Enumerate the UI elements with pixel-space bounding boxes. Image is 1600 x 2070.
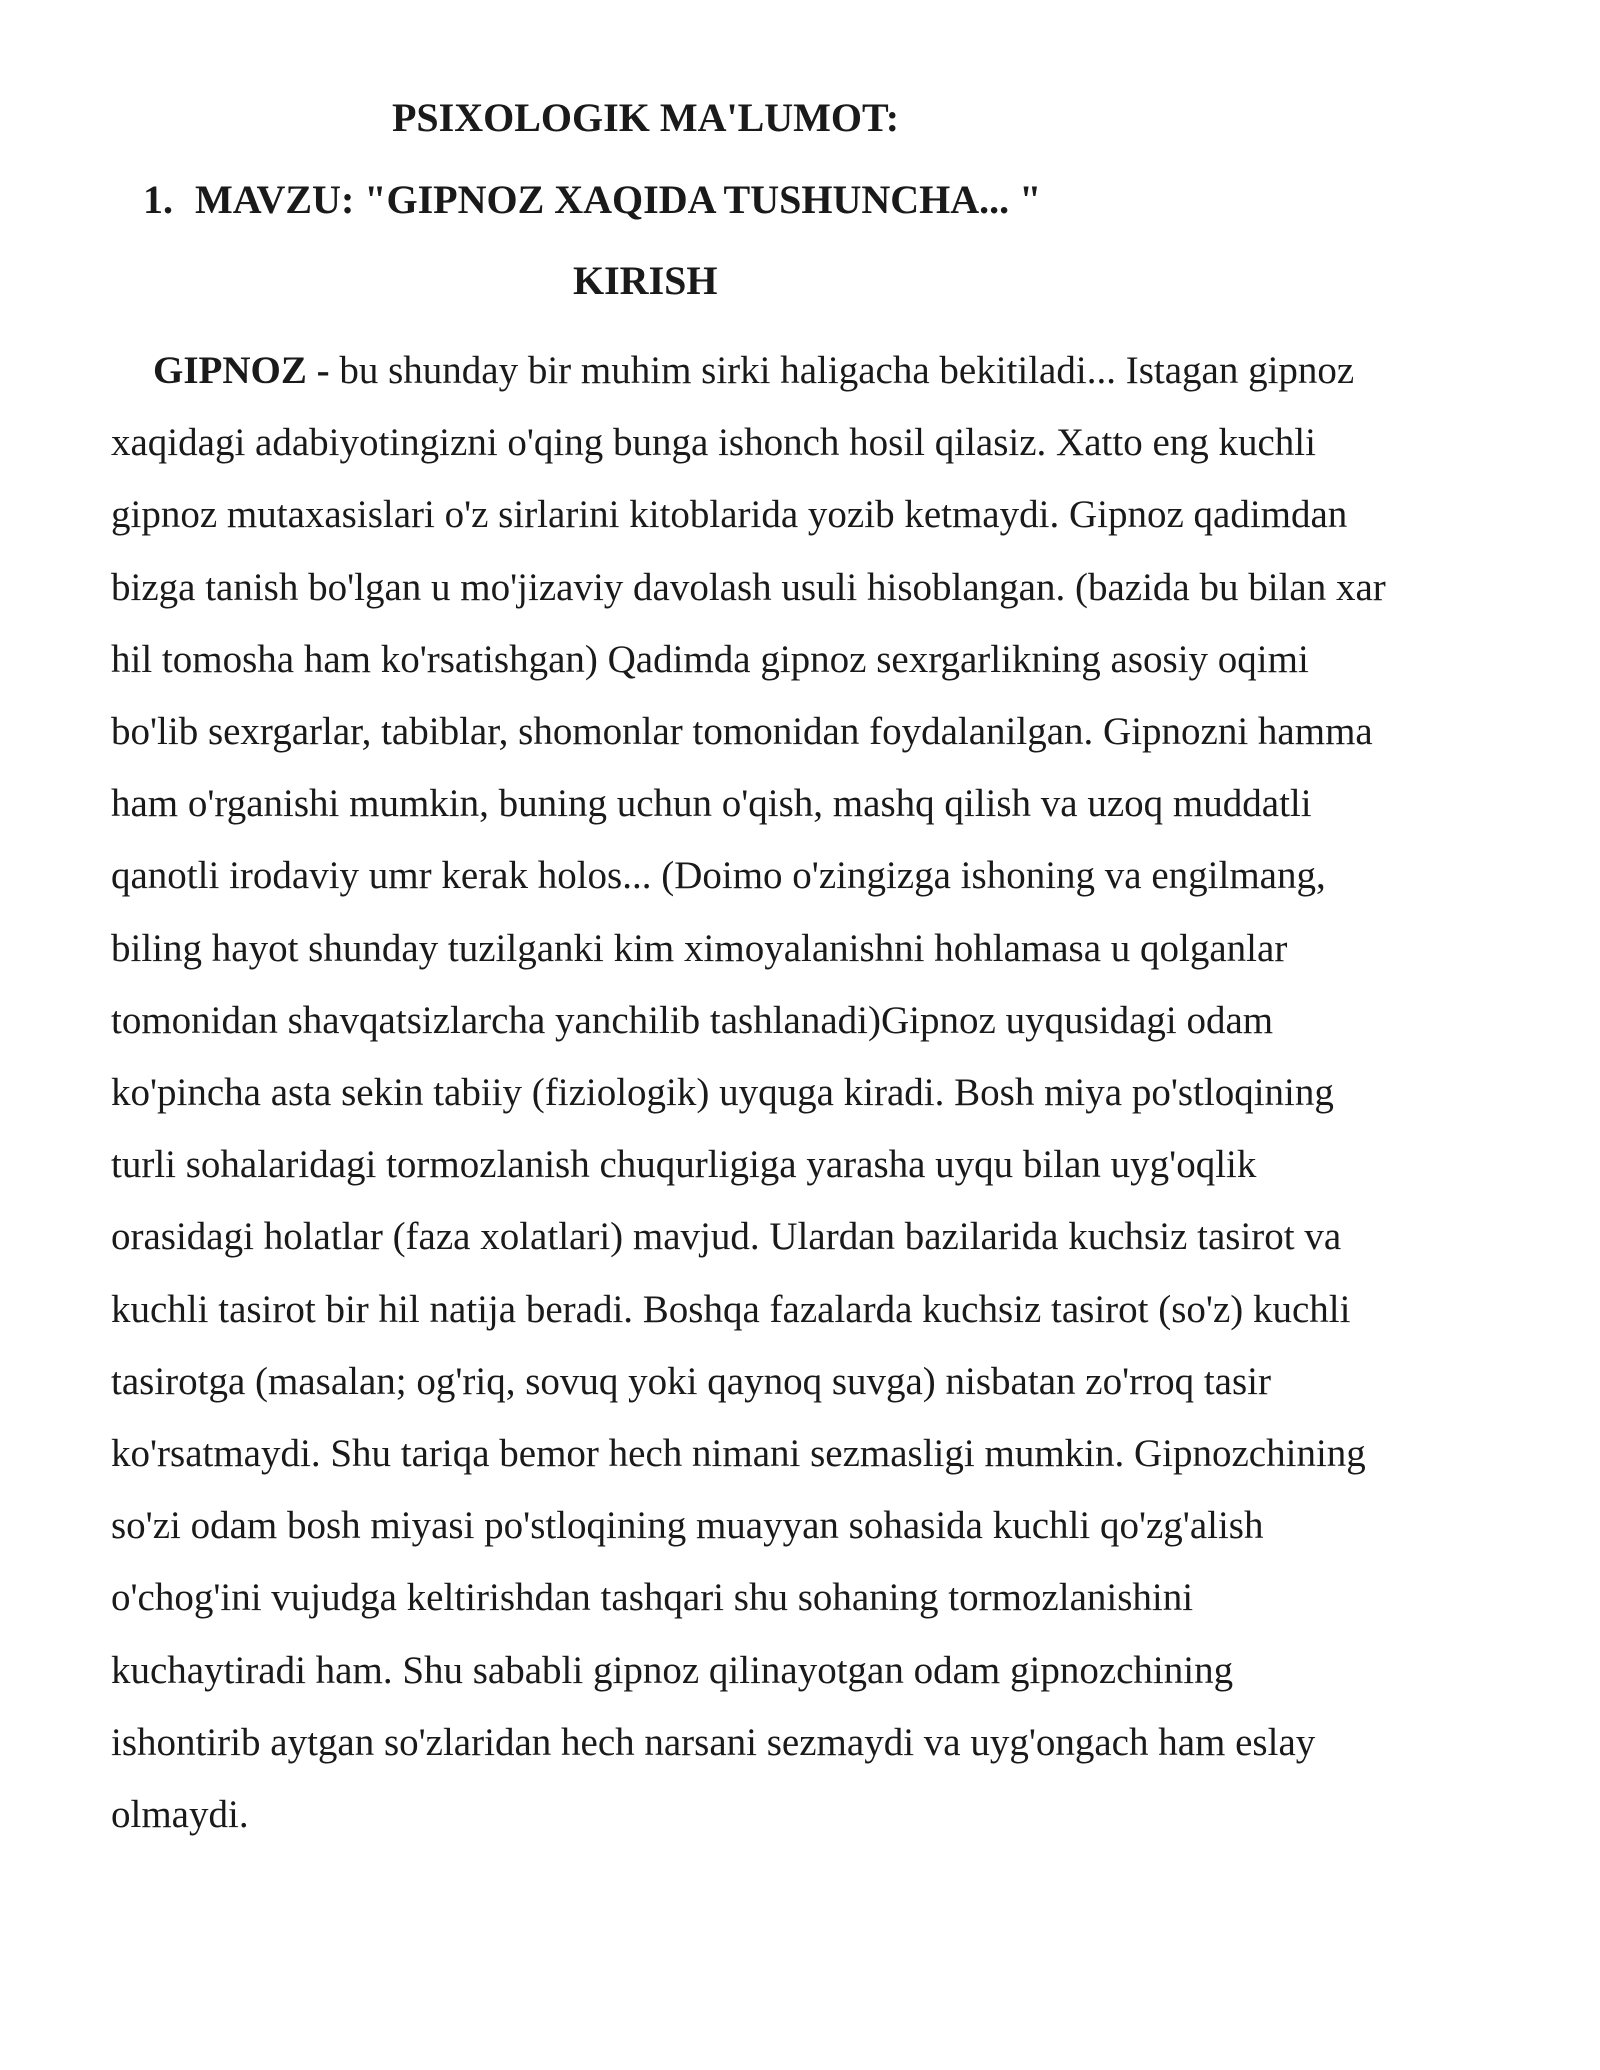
paragraph-line: kuchaytiradi ham. Shu sababli gipnoz qilinayotgan odam gipnozchining [111,1648,1234,1692]
paragraph-line: bizga tanish bo'lgan u mo'jizaviy davolash usuli hisoblangan. (bazida bu bilan xar [111,565,1386,609]
topic-number: 1. [143,177,173,222]
paragraph-line: orasidagi holatlar (faza xolatlari) mavjud. Ulardan bazilarida kuchsiz tasirot va [111,1215,1342,1259]
paragraph-line [111,335,1501,407]
paragraph-line: xaqidagi adabiyotingizni o'qing bunga ishonch hosil qilasiz. Xatto eng kuchli [111,421,1316,465]
topic-heading [143,176,1041,224]
topic-text: MAVZU: "GIPNOZ XAQIDA TUSHUNCHA... " [195,177,1042,222]
paragraph-line: olmaydi. [111,1793,249,1837]
paragraph-line: ko'rsatmaydi. Shu tariqa bemor hech nimani sezmasligi mumkin. Gipnozchining [111,1432,1366,1476]
paragraph-line: ko'pincha asta sekin tabiiy (fiziologik) uyquga kiradi. Bosh miya po'stloqining [111,1071,1334,1115]
paragraph-line: turli sohalaridagi tormozlanish chuqurligiga yarasha uyqu bilan uyg'oqlik [111,1143,1257,1187]
paragraph-line: o'chog'ini vujudga keltirishdan tashqari shu sohaning tormozlanishini [111,1576,1194,1620]
paragraph-line: kuchli tasirot bir hil natija beradi. Boshqa fazalarda kuchsiz tasirot (so'z) kuchli [111,1287,1351,1331]
paragraph-line: bo'lib sexrgarlar, tabiblar, shomonlar tomonidan foydalanilgan. Gipnozni hamma [111,710,1373,754]
document-title: PSIXOLOGIK MA'LUMOT: [392,95,900,140]
paragraph-line: tasirotga (masalan; og'riq, sovuq yoki qaynoq suvga) nisbatan zo'rroq tasir [111,1359,1271,1403]
paragraph-line: ishontirib aytgan so'zlaridan hech narsani sezmaydi va uyg'ongach ham eslay [111,1720,1316,1764]
paragraph-line: hil tomosha ham ko'rsatishgan) Qadimda gipnoz sexrgarlikning asosiy oqimi [111,637,1309,681]
paragraph-line: so'zi odam bosh miyasi po'stloqining muayyan sohasida kuchli qo'zg'alish [111,1504,1264,1548]
paragraph-line: gipnoz mutaxasislari o'z sirlarini kitoblarida yozib ketmaydi. Gipnoz qadimdan [111,493,1348,537]
intro-paragraph [111,335,1501,1851]
paragraph-line: ham o'rganishi mumkin, buning uchun o'qish, mashq qilish va uzoq muddatli [111,782,1312,826]
paragraph-term: GIPNOZ - [153,349,330,392]
paragraph-line: tomonidan shavqatsizlarcha yanchilib tashlanadi)Gipnoz uyqusidagi odam [111,998,1274,1042]
paragraph-line: qanotli irodaviy umr kerak holos... (Doimo o'zingizga ishoning va engilmang, [111,854,1326,898]
paragraph-line-text: bu shunday bir muhim sirki haligacha bekitiladi... Istagan gipnoz [329,349,1355,392]
paragraph-line: biling hayot shunday tuzilganki kim ximoyalanishni hohlamasa u qolganlar [111,926,1288,970]
section-title: KIRISH [573,258,718,303]
